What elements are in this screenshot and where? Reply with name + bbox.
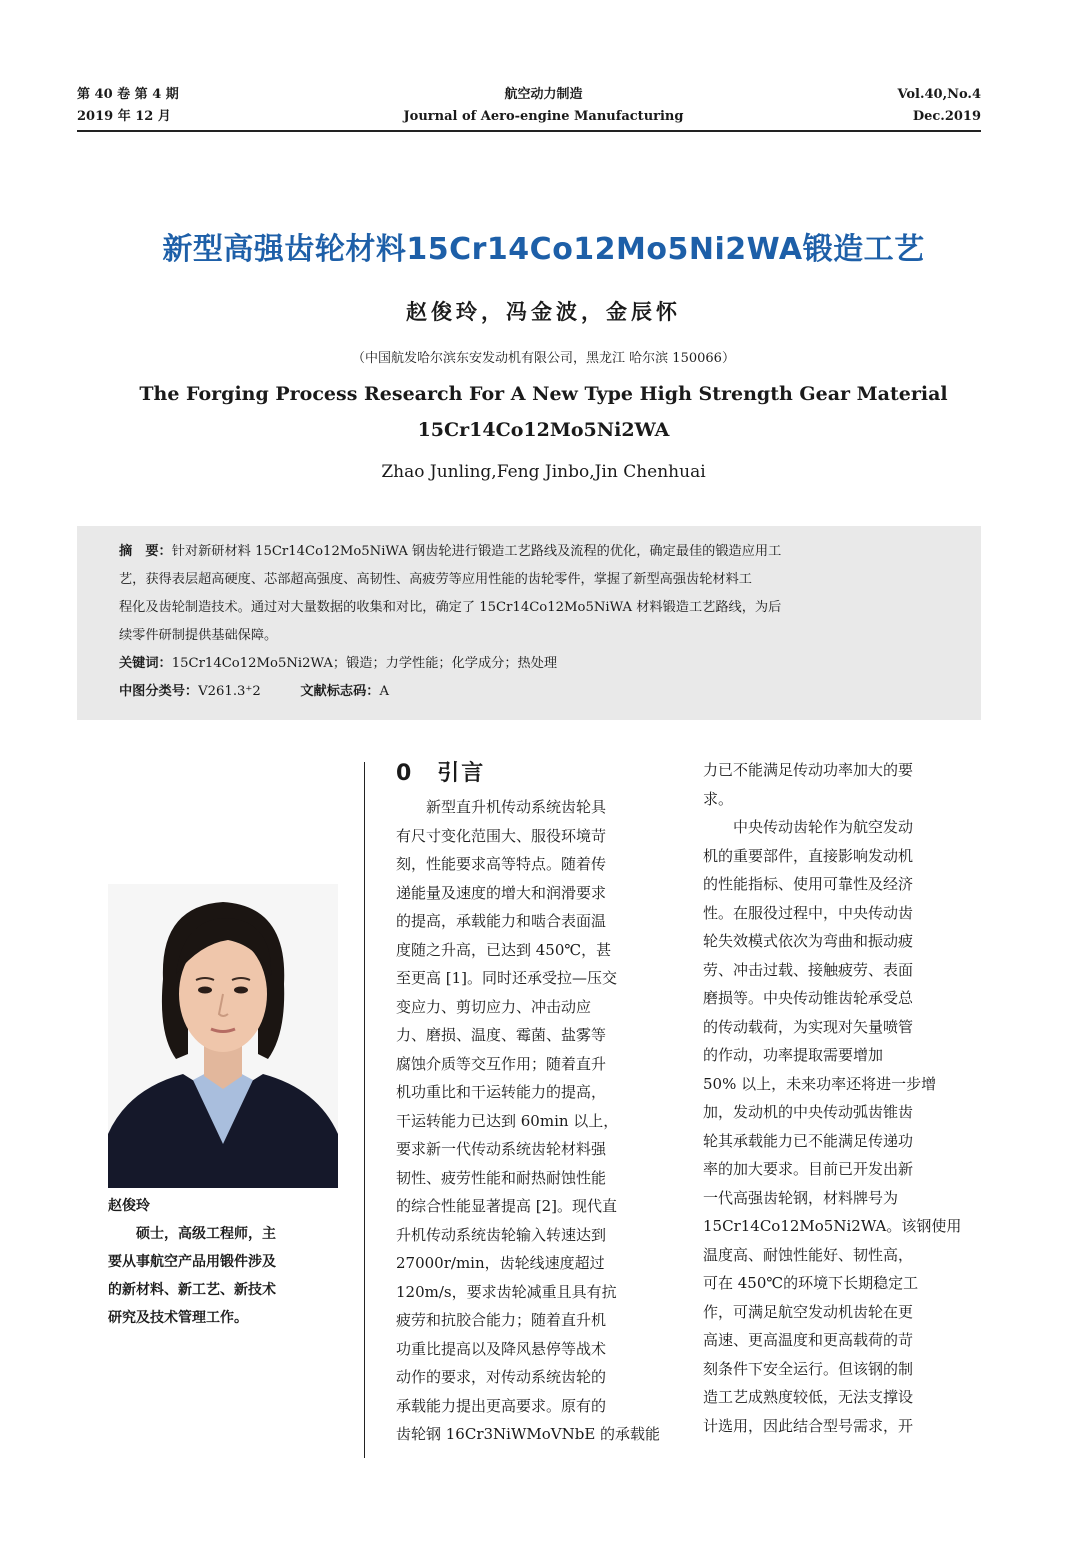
body-column-right [703,756,983,1440]
abstract-line-4: 续零件研制提供基础保障。 [119,628,278,643]
body-text-line: 刻条件下安全运行。但该钢的制 [703,1359,914,1378]
body-text-line: 疲劳和抗胶合能力；随着直升机 [396,1311,607,1329]
body-text-line: 承载能力提出更高要求。原有的 [396,1396,607,1415]
body-text-line: 轮其承载能力已不能满足传递功 [703,1131,914,1150]
abstract-line-1 [119,538,941,566]
volume-issue: 第 40 卷 第 4 期 [77,87,179,102]
body-text-line: 率的加大要求。目前已开发出新 [703,1160,914,1178]
affiliation-cn: （中国航发哈尔滨东安发动机有限公司，黑龙江 哈尔滨 150066） [352,351,735,366]
author-photo [108,884,338,1188]
body-text-line: 120m/s，要求齿轮减重且具有抗 [396,1282,617,1301]
body-text-line: 的作动，功率提取需要增加 [703,1046,884,1064]
body-text-line: 磨损等。中央传动锥齿轮承受总 [703,989,914,1007]
journal-name-en: Journal of Aero-engine Manufacturing [403,109,684,124]
abstract-box [77,526,981,720]
body-text-line: 动作的要求，对传动系统齿轮的 [396,1368,607,1386]
clc-value: V261.3⁺2 [198,684,261,699]
body-text-line: 升机传动系统齿轮输入转速达到 [396,1225,607,1244]
body-text-line: 计选用，因此结合型号需求，开 [703,1416,914,1435]
bio-line: 硕士，高级工程师，主 [108,1226,276,1242]
bio-line: 研究及技术管理工作。 [108,1310,248,1326]
body-column-middle [396,793,676,1449]
volume-issue-en: Vol.40,No.4 [897,87,981,102]
body-text-line: 机功重比和干运转能力的提高， [396,1083,607,1101]
authors-en: Zhao Junling,Feng Jinbo,Jin Chenhuai [381,462,706,482]
body-text-line: 劳、冲击过载、接触疲劳、表面 [703,960,914,979]
body-text-line: 腐蚀介质等交互作用；随着直升 [396,1054,607,1073]
column-divider [364,762,365,1458]
article-title-en-line1: The Forging Process Research For A New Type High Strength Gear Material [139,383,948,405]
bio-author-name: 赵俊玲 [108,1198,150,1214]
body-text-line: 新型直升机传动系统齿轮具 [396,798,607,816]
body-text-line: 度随之升高，已达到 450℃，甚 [396,940,612,959]
body-text-line: 中央传动齿轮作为航空发动 [703,818,914,836]
clc-label: 中图分类号： [119,684,199,699]
body-text-line: 齿轮钢 16Cr3NiWMoVNbE 的承载能 [396,1425,661,1443]
body-text-line: 力已不能满足传动功率加大的要 [703,761,914,779]
body-text-line: 变应力、剪切应力、冲击动应 [396,997,592,1016]
body-text-line: 至更高 [1]。同时还承受拉—压交 [396,969,618,987]
author-bio [108,1220,340,1332]
body-text-line: 求。 [703,789,734,808]
body-text-line: 的传动载荷，为实现对矢量喷管 [703,1017,914,1036]
body-text-line: 一代高强齿轮钢，材料牌号为 [703,1188,899,1207]
article-title-en [0,376,1087,448]
abstract-line-2: 艺，获得表层超高硬度、芯部超高强度、高韧性、高疲劳等应用性能的齿轮零件，掌握了新型高强齿轮材料工 [119,572,752,587]
body-text-line: 功重比提高以及降风悬停等战术 [396,1339,607,1358]
keywords-text: 15Cr14Co12Mo5Ni2WA；锻造；力学性能；化学成分；热处理 [171,656,558,671]
header-divider [77,130,981,132]
body-text-line: 温度高、耐蚀性能好、韧性高， [703,1245,914,1264]
body-text-line: 有尺寸变化范围大、服役环境苛 [396,826,607,845]
abstract-text: 针对新研材料 15Cr14Co12Mo5NiWA 钢齿轮进行锻造工艺路线及流程的优化，确定最佳的锻造应用工 [171,544,782,559]
keywords [119,650,941,678]
body-text-line: 15Cr14Co12Mo5Ni2WA。该钢使用 [703,1217,962,1235]
abstract-line-3: 程化及齿轮制造技术。通过对大量数据的收集和对比，确定了 15Cr14Co12Mo5NiWA 材料锻造工艺路线，为后 [119,600,782,615]
authors-cn: 赵俊玲，冯金波，金辰怀 [406,299,681,324]
bio-line: 要从事航空产品用锻件涉及 [108,1254,276,1270]
body-text-line: 韧性、疲劳性能和耐热耐蚀性能 [396,1168,607,1187]
body-text-line: 性。在服役过程中，中央传动齿 [703,903,914,922]
body-text-line: 的综合性能显著提高 [2]。现代直 [396,1197,618,1215]
doc-code-value: A [379,684,389,699]
body-text-line: 刻，性能要求高等特点。随着传 [396,855,607,873]
body-text-line: 作，可满足航空发动机齿轮在更 [703,1302,914,1321]
journal-name-cn: 航空动力制造 [504,87,583,102]
keywords-label: 关键词： [119,656,172,671]
classification [119,678,941,706]
body-text-line: 机的重要部件，直接影响发动机 [703,846,914,865]
section-heading: 0 引言 [396,761,486,786]
abstract-label: 摘 要： [119,544,172,559]
body-text-line: 轮失效模式依次为弯曲和振动疲 [703,932,914,950]
body-text-line: 的提高，承载能力和啮合表面温 [396,912,607,930]
body-text-line: 力、磨损、温度、霉菌、盐雾等 [396,1026,607,1044]
article-title-cn: 新型高强齿轮材料15Cr14Co12Mo5Ni2WA锻造工艺 [162,232,925,267]
bio-line: 的新材料、新工艺、新技术 [108,1282,276,1298]
body-text-line: 造工艺成熟度较低，无法支撑设 [703,1388,914,1406]
author-portrait-image [108,884,338,1188]
issue-date-cn: 2019 年 12 月 [77,109,171,124]
doc-code-label: 文献标志码： [300,684,380,699]
body-text-line: 要求新一代传动系统齿轮材料强 [396,1140,607,1158]
body-text-line: 干运转能力已达到 60min 以上， [396,1111,619,1130]
issue-date-en: Dec.2019 [912,109,981,124]
journal-issue-en [897,84,981,128]
body-text-line: 50% 以上，未来功率还将进一步增 [703,1074,937,1093]
body-text-line: 27000r/min，齿轮线速度超过 [396,1254,605,1272]
body-text-line: 加，发动机的中央传动弧齿锥齿 [703,1103,914,1121]
article-title-en-line2: 15Cr14Co12Mo5Ni2WA [417,419,670,441]
body-text-line: 递能量及速度的增大和润滑要求 [396,883,607,902]
body-text-line: 的性能指标、使用可靠性及经济 [703,875,914,893]
body-text-line: 可在 450℃的环境下长期稳定工 [703,1274,919,1292]
body-text-line: 高速、更高温度和更高载荷的苛 [703,1331,914,1349]
